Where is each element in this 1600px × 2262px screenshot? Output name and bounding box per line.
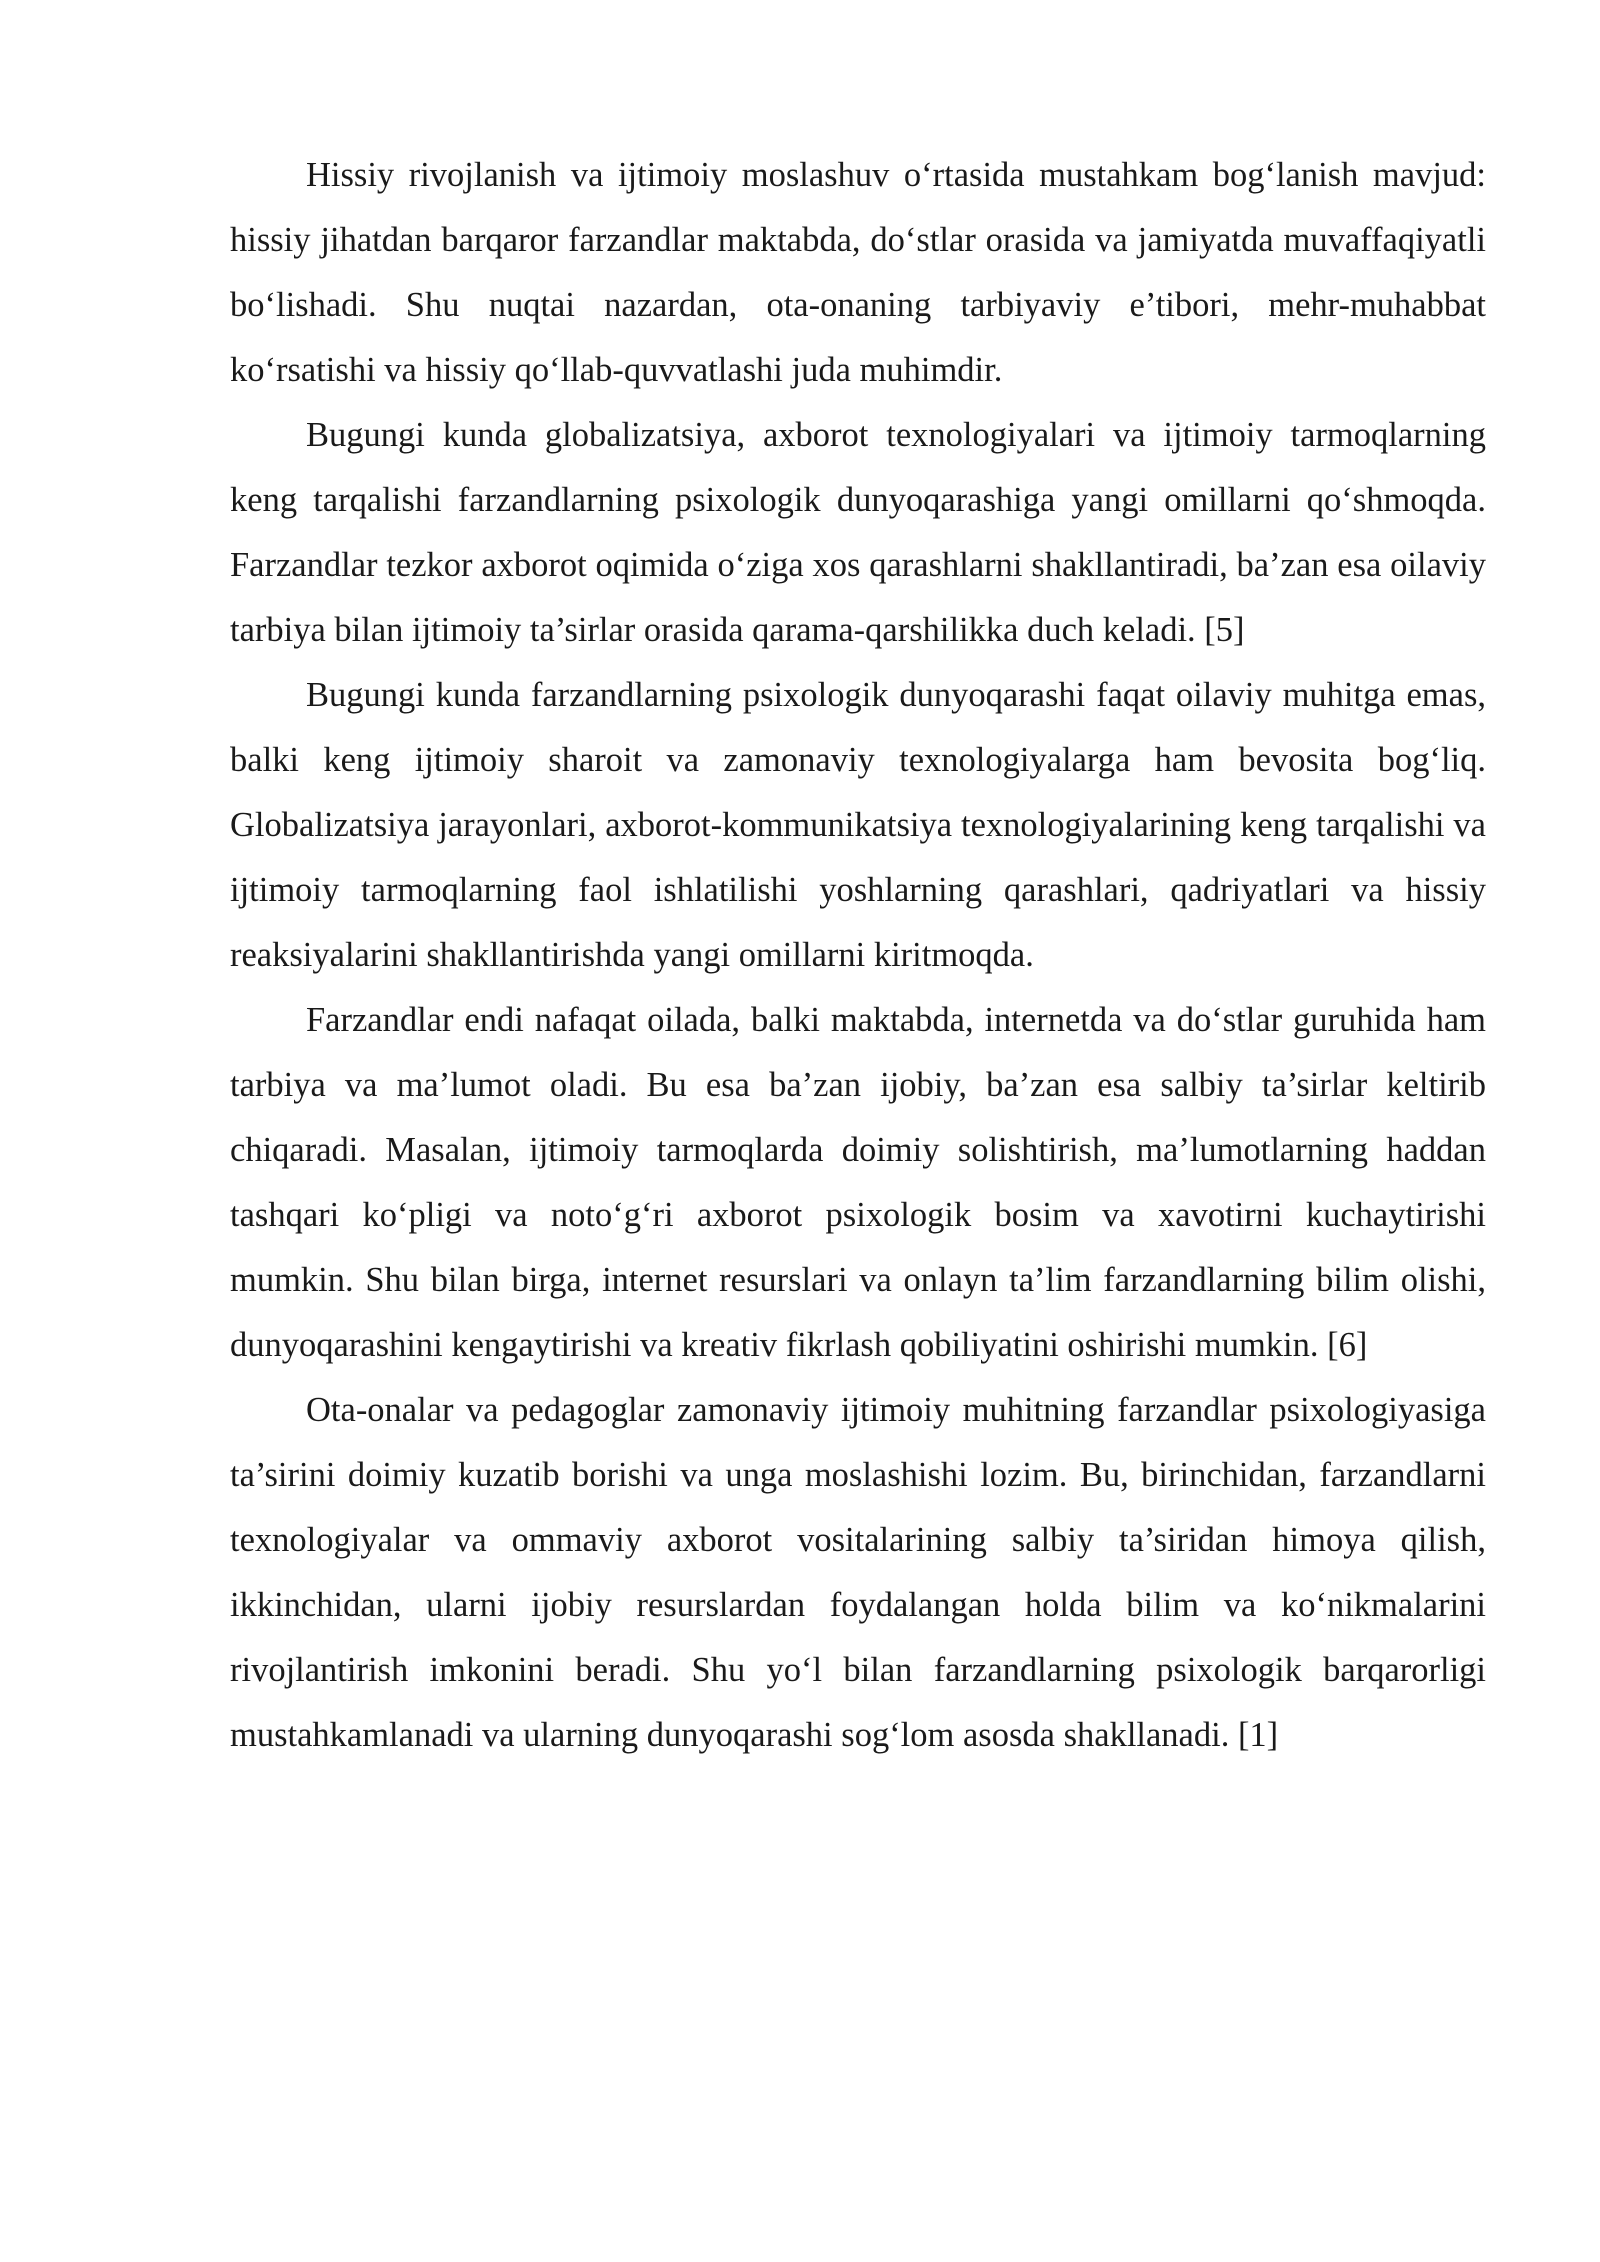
paragraph-emotional-development: Hissiy rivojlanish va ijtimoiy moslashuv o‘rtasida mustahkam bog‘lanish mavjud: hissiy jihatdan barqaror farzandlar maktabda, do‘stlar orasida va jamiyatda muvaffaqiyatli bo‘lishadi. Shu nuqtai nazardan, ota-onaning tarbiyaviy e’tibori, mehr-muhabbat ko‘rsatishi va hissiy qo‘llab-quvvatlashi juda muhimdir. bbox=[230, 156, 1486, 389]
paragraph-parents-educators: Ota-onalar va pedagoglar zamonaviy ijtimoiy muhitning farzandlar psixologiyasiga ta’sirini doimiy kuzatib borishi va unga moslashishi lozim. Bu, birinchidan, farzandlarni texnologiyalar va ommaviy axborot vositalarining salbiy ta’siridan himoya qilish, ikkinchidan, ularni ijobiy resurslardan foydalangan holda bilim va ko‘nikmalarini rivojlantirish imkonini beradi. Shu yo‘l bilan farzandlarning psixologik barqarorligi mustahkamlanadi va ularning dunyoqarashi sog‘lom asosda shakllanadi. [1] bbox=[230, 1391, 1486, 1754]
paragraph-social-environment: Bugungi kunda farzandlarning psixologik dunyoqarashi faqat oilaviy muhitga emas, balki keng ijtimoiy sharoit va zamonaviy texnologiyalarga ham bevosita bog‘liq. Globalizatsiya jarayonlari, axborot-kommunikatsiya texnologiyalarining keng tarqalishi va ijtimoiy tarmoqlarning faol ishlatilishi yoshlarning qarashlari, qadriyatlari va hissiy reaksiyalarini shakllantirishda yangi omillarni kiritmoqda. bbox=[230, 676, 1486, 974]
document-page bbox=[230, 143, 1486, 1768]
paragraph-information-sources: Farzandlar endi nafaqat oilada, balki maktabda, internetda va do‘stlar guruhida ham tarbiya va ma’lumot oladi. Bu esa ba’zan ijobiy, ba’zan esa salbiy ta’sirlar keltirib chiqaradi. Masalan, ijtimoiy tarmoqlarda doimiy solishtirish, ma’lumotlarning haddan tashqari ko‘pligi va noto‘g‘ri axborot psixologik bosim va xavotirni kuchaytirishi mumkin. Shu bilan birga, internet resurslari va onlayn ta’lim farzandlarning bilim olishi, dunyoqarashini kengaytirishi va kreativ fikrlash qobiliyatini oshirishi mumkin. [6] bbox=[230, 1001, 1486, 1364]
paragraph-globalization: Bugungi kunda globalizatsiya, axborot texnologiyalari va ijtimoiy tarmoqlarning keng tarqalishi farzandlarning psixologik dunyoqarashiga yangi omillarni qo‘shmoqda. Farzandlar tezkor axborot oqimida o‘ziga xos qarashlarni shakllantiradi, ba’zan esa oilaviy tarbiya bilan ijtimoiy ta’sirlar orasida qarama-qarshilikka duch keladi. [5] bbox=[230, 416, 1486, 649]
